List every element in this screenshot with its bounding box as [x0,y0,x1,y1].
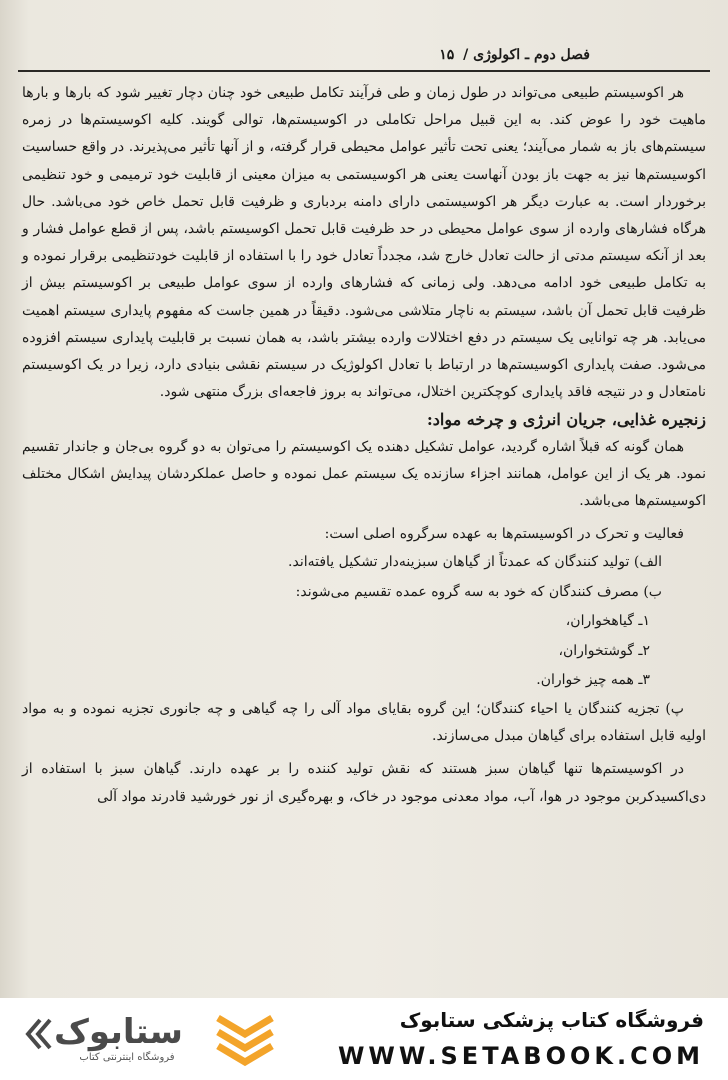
list-item-herbivores: ۱ـ گیاهخواران، [565,613,650,630]
chapter-title: فصل دوم ـ اکولوژی / [463,47,590,63]
paragraph-producers: در اکوسیستم‌ها تنها گیاهان سبز هستند که نقش تولید کننده را بر عهده دارند. گیاهان سبز با استفاده از دی‌اکسیدکربن موجود در هوا، آب، مواد معدنی موجود در خاک، و بهره‌گیری از نور خورشید قادرند مواد آلی [22,761,706,805]
logo-wordmark: ستابوک [54,1012,183,1052]
double-chevron-icon [24,1016,52,1052]
store-url[interactable]: WWW.SETABOOK.COM [337,1042,704,1070]
paragraph-succession: هر اکوسیستم طبیعی می‌تواند در طول زمان و طی فرآیند تکامل طبیعی خود چنان دچار تغییر شود که بارها و بارها ماهیت خود را عوض کند. به این قبیل مراحل تکاملی در اکوسیستم‌ها، توالی گویند. کلیه اکوسیستم‌ها در زمره سیستم‌های باز به شمار می‌آیند؛ یعنی تحت تأثیر عوامل محیطی قرار گرفته، و از آنها تأثیر می‌پذیرند. در واقع حساسیت اکوسیستم‌ها نیز به جهت باز بودن آنهاست یعنی هر اکوسیستمی به میزان معینی از قابلیت خود ترمیمی و خود تنظیمی برخوردار است. به عبارت دیگر هر اکوسیستمی دارای دامنه بردباری و ظرفیت قابل تحمل خاص خود می‌باشد. حال هرگاه فشارهای وارده از سوی عوامل محیطی در حد ظرفیت قابل تحمل اکوسیستم باشد، پس از قطع عوامل فشار و بعد از آنکه سیستم مدتی از حالت تعادل خارج شد، مجدداً تعادل خود را با استفاده از قابلیت خودتنظیمی برقرار نموده و به تکامل طبیعی خود ادامه می‌دهد. ولی زمانی که فشارهای وارده از سوی عوامل طبیعی بر اکوسیستم بیش از ظرفیت قابل تحمل آن باشد، سیستم به ناچار متلاشی می‌شود. دقیقاً در همین جاست که مفهوم پایداری سیستم اهمیت می‌یابد. هر چه توانایی یک سیستم در دفع اختلالات وارده بیشتر باشد، به همان نسبت بر قابلیت پایداری سیستم افزوده می‌شود. صفت پایداری اکوسیستم‌ها در ارتباط با تعادل اکولوژیک در سیستم نقشی بنیادی دارد، زیرا در یک اکوسیستم نامتعادل و در نتیجه فاقد پایداری کوچکترین اختلال، می‌تواند به بروز فاجعه‌ای بزرگ منتهی شود. [22,85,706,401]
list-item-omnivores: ۳ـ همه چیز خواران. [536,672,650,689]
paragraph-components: همان گونه که قبلاً اشاره گردید، عوامل تشکیل دهنده یک اکوسیستم را می‌توان به دو گروه بی‌جان و جاندار تقسیم نمود. هر یک از این عوامل، همانند اجزاء سازنده یک سیستم عمل نموده و حاصل عملکردشان پیدایش اشکال مختلف اکوسیستم‌ها می‌باشد. [22,438,707,510]
store-footer-banner [0,998,728,1080]
running-header [439,47,590,63]
page-number: ۱۵ [439,47,455,63]
page-header [18,44,710,72]
chevron-stack-icon [214,1012,276,1068]
store-name: فروشگاه کتاب پزشکی ستابوک [399,1008,704,1032]
paragraph-groups-intro: فعالیت و تحرک در اکوسیستم‌ها به عهده سرگروه اصلی است: [324,526,684,543]
list-item-consumers: ب) مصرف کنندگان که خود به سه گروه عمده تقسیم می‌شوند: [295,583,662,600]
section-title: زنجیره غذایی، جریان انرژی و چرخه مواد: [426,410,706,430]
page-body [22,80,706,811]
logo-tagline: فروشگاه اینترنتی کتاب [79,1052,175,1063]
list-item-carnivores: ۲ـ گوشتخواران، [558,642,650,659]
store-logo [24,1012,200,1068]
list-item-producers: الف) تولید کنندگان که عمدتاً از گیاهان سبزینه‌دار تشکیل یافته‌اند. [288,554,662,571]
list-item-decomposers: پ) تجزیه کنندگان یا احیاء کنندگان؛ این گروه بقایای مواد آلی را چه گیاهی و چه جانوری تجزیه نموده و به مواد اولیه قابل استفاده برای گیاهان مبدل می‌سازند. [22,700,706,745]
